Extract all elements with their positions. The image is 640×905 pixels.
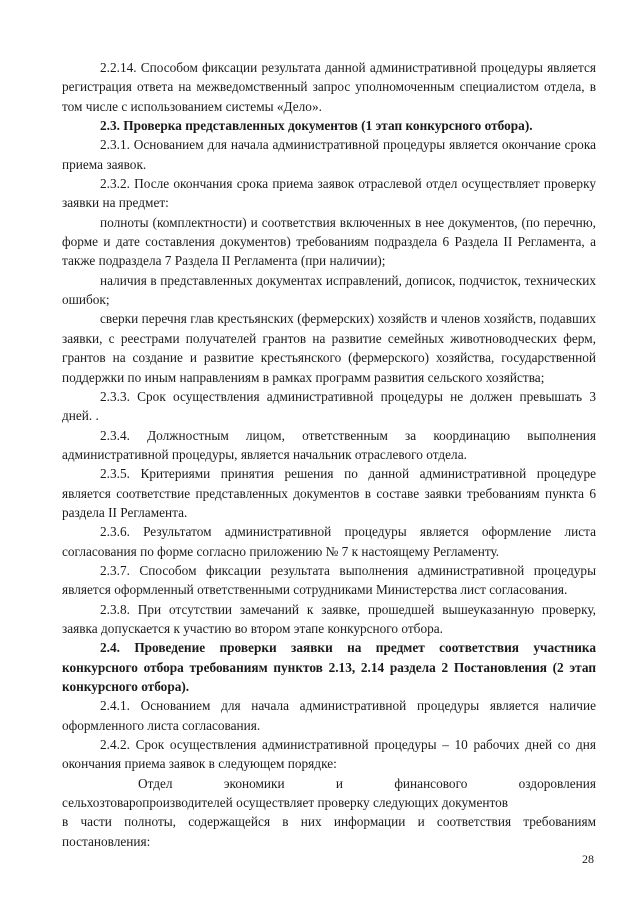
paragraph-department-check — [62, 774, 596, 851]
paragraph-2-3-1: 2.3.1. Основанием для начала административной процедуры является окончание срока приема заявок. — [62, 137, 596, 172]
paragraph-2-3-7: 2.3.7. Способом фиксации результата выполнения административной процедуры является оформленный ответственными сотрудниками Министерства лист согласования. — [62, 562, 596, 598]
paragraph-2-3-3: 2.3.3. Срок осуществления административной процедуры не должен превышать 3 дней. . — [62, 388, 596, 424]
department-check-line-3: в части полноты, содержащейся в них информации и соответствия требованиям постановления: — [62, 814, 596, 849]
paragraph-2-3-8: 2.3.8. При отсутствии замечаний к заявке, прошедшей вышеуказанную проверку, заявка допускается к участию во втором этапе конкурсного отбора. — [62, 601, 596, 636]
paragraph-2-3-5: 2.3.5. Критериями принятия решения по данной административной процедуре является соответствие представленных документов в составе заявки требованиям пункта 6 раздела II Регламента. — [62, 466, 596, 520]
heading-2-4: 2.4. Проведение проверки заявки на предмет соответствия участника конкурсного отбора требованиям пунктов 2.13, 2.14 раздела 2 Постановления (2 этап конкурсного отбора). — [62, 640, 596, 694]
paragraph-2-3-2-item-corrections: наличия в представленных документах исправлений, дописок, подчисток, технических ошибок; — [62, 272, 596, 308]
department-check-line-1: Отдел экономики и финансового оздоровления — [138, 775, 596, 791]
paragraph-2-4-2: 2.4.2. Срок осуществления административной процедуры – 10 рабочих дней со дня окончания приема заявок в следующем порядке: — [62, 737, 596, 772]
heading-2-3: 2.3. Проверка представленных документов (1 этап конкурсного отбора). — [100, 118, 533, 134]
paragraph-2-4-1: 2.4.1. Основанием для начала административной процедуры является наличие оформленного листа согласования. — [62, 698, 596, 733]
page-number: 28 — [582, 852, 594, 866]
paragraph-2-3-4: 2.3.4. Должностным лицом, ответственным за координацию выполнения административной процедуры, является начальник отраслевого отдела. — [62, 427, 596, 462]
paragraph-2-3-6: 2.3.6. Результатом административной процедуры является оформление листа согласования по форме согласно приложению № 7 к настоящему Регламенту. — [62, 524, 596, 559]
department-check-line-2: сельхозтоваропроизводителей осуществляет проверку следующих документов — [62, 795, 509, 811]
paragraph-2-2-14: 2.2.14. Способом фиксации результата данной административной процедуры является регистрация ответа на межведомственный запрос уполномоченным специалистом отдела, в том числе с использованием системы «Дело». — [62, 60, 596, 114]
paragraph-2-3-2: 2.3.2. После окончания срока приема заявок отраслевой отдел осуществляет проверку заявки на предмет: — [62, 176, 596, 211]
paragraph-2-3-2-item-completeness: полноты (комплектности) и соответствия включенных в нее документов, (по перечню, форме и дате составления документов) требованиям подраздела 6 Раздела II Регламента, а также подраздела 7 Раздела II Регламента (при наличии); — [62, 214, 596, 269]
page-body — [62, 58, 596, 851]
paragraph-2-3-2-item-registry-check: сверки перечня глав крестьянских (фермерских) хозяйств и членов хозяйств, подавших заявки, с реестрами получателей грантов на развитие семейных животноводческих ферм, грантов на создание и развитие крестьянского (фермерского) хозяйства, государственной поддержки по иным направлениям в рамках программ развития сельского хозяйства; — [62, 311, 596, 385]
